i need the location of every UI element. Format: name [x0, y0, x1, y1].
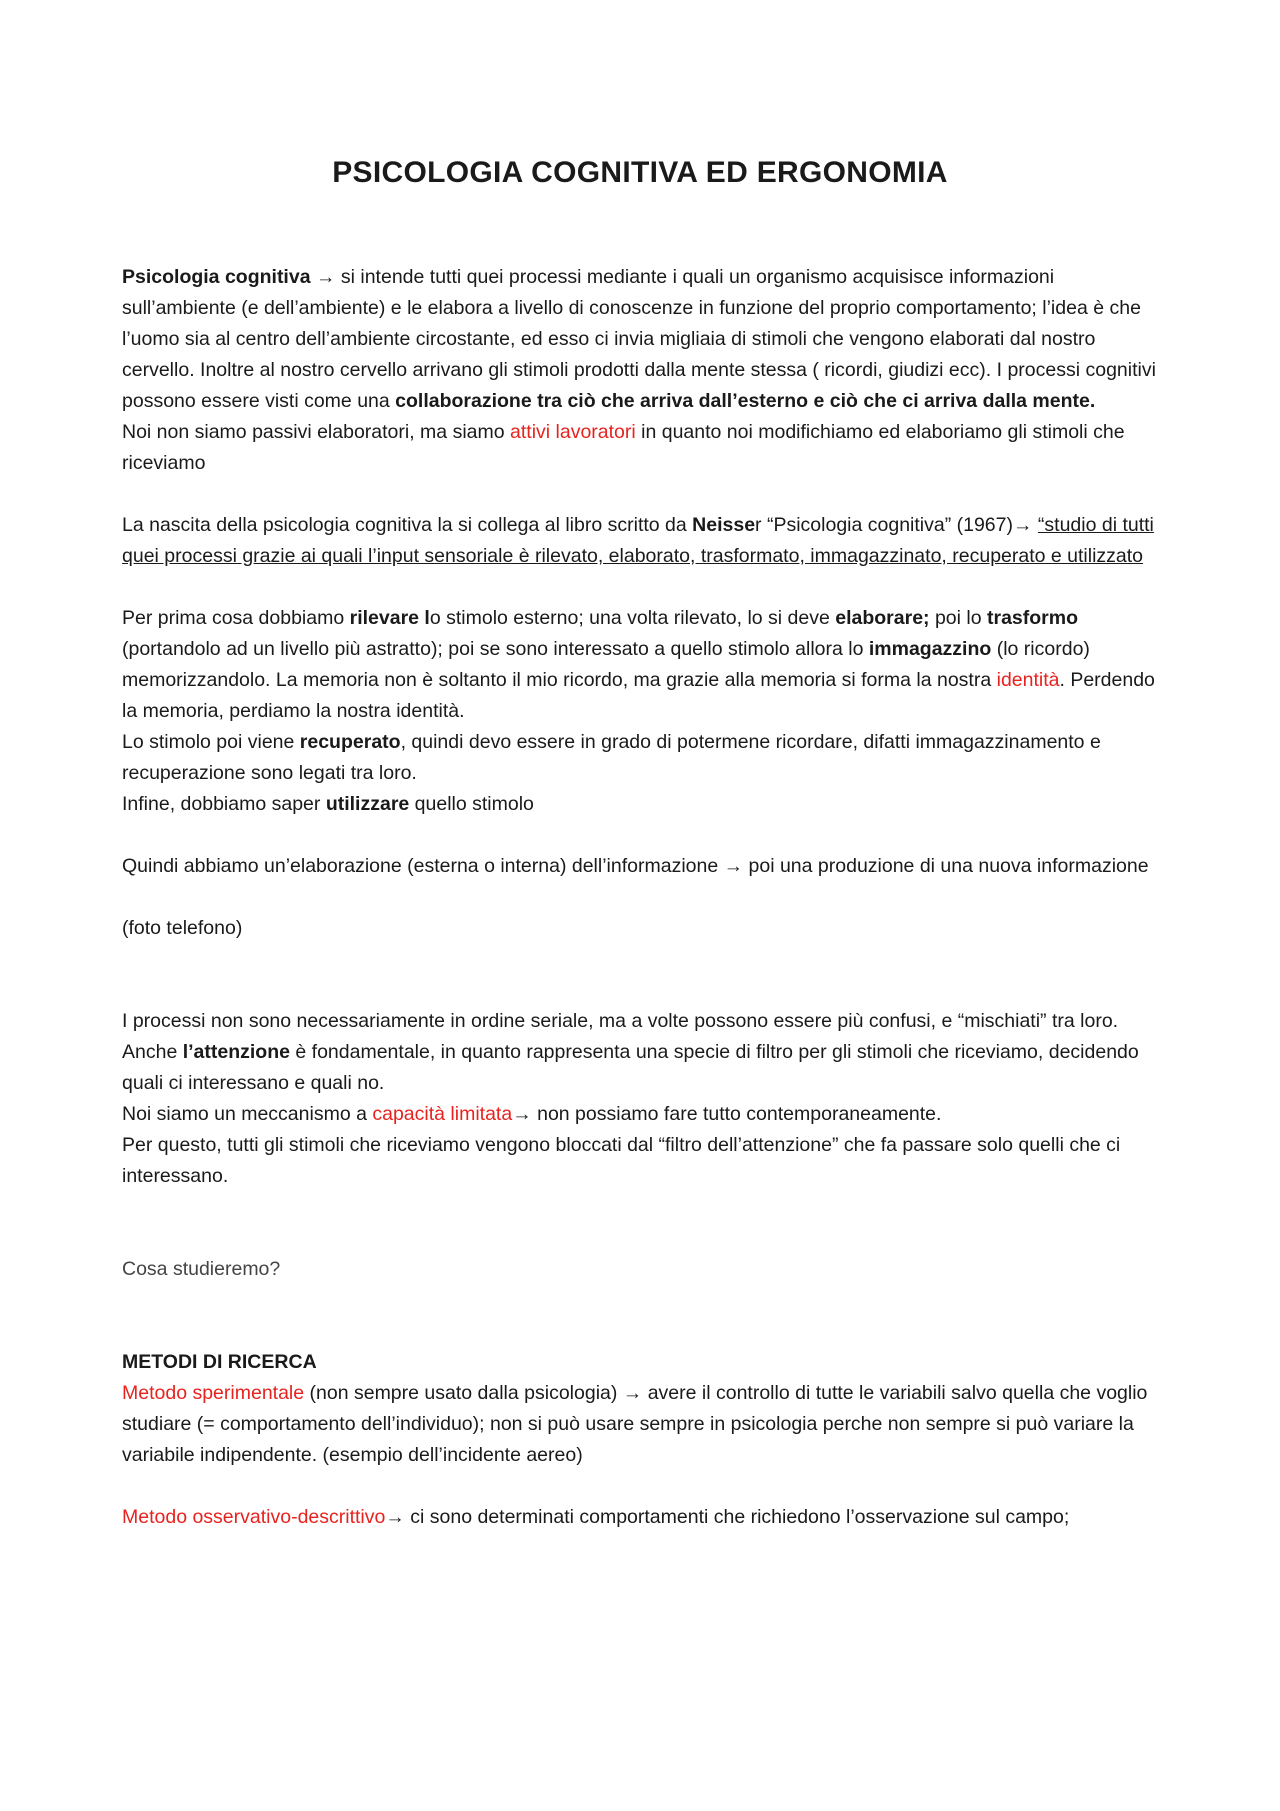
paragraph-metodo-sperimentale: Metodo sperimentale (non sempre usato dalla psicologia) → avere il controllo di tutte le variabili salvo quella che voglio studiare (= comportamento dell’individuo); non si può usare sempre in psicologia perche non sempre si può variare la variabile indipendente. (esempio dell’incidente aereo)	[122, 1382, 1148, 1466]
paragraph-capacita-limitata: Noi siamo un meccanismo a capacità limitata→ non possiamo fare tutto contemporaneamente.	[122, 1103, 942, 1125]
bold-neisser: Neisse	[692, 514, 756, 536]
paragraph-elaborazione: Quindi abbiamo un’elaborazione (esterna o interna) dell’informazione → poi una produzione di una nuova informazione	[122, 855, 1149, 877]
document-body	[122, 262, 1168, 1533]
highlight-capacita-limitata: capacità limitata	[372, 1103, 513, 1125]
paragraph-definition: Psicologia cognitiva → si intende tutti quei processi mediante i quali un organismo acquisisce informazioni sull’ambiente (e dell’ambiente) e le elabora a livello di conoscenze in funzione del proprio comportamento; l’idea è che l’uomo sia al centro dell’ambiente circostante, ed esso ci invia migliaia di stimoli che vengono elaborati dal nostro cervello. Inoltre al nostro cervello arrivano gli stimoli prodotti dalla mente stessa ( ricordi, giudizi ecc). I processi cognitivi possono essere visti come una collaborazione tra ciò che arriva dall’esterno e ciò che ci arriva dalla mente.	[122, 266, 1156, 412]
paragraph-recuperato: Lo stimolo poi viene recuperato, quindi devo essere in grado di potermene ricordare, difatti immagazzinamento e recuperazione sono legati tra loro.	[122, 731, 1101, 784]
bold-collaborazione: collaborazione tra ciò che arriva dall’esterno e ciò che ci arriva dalla mente.	[395, 390, 1096, 412]
underlined-quote: “studio di tutti quei processi grazie ai quali l’input sensoriale è rilevato, elaborato, trasformato, immagazzinato, recuperato e utilizzato	[122, 514, 1154, 567]
paragraph-neisser: La nascita della psicologia cognitiva la si collega al libro scritto da Neisser “Psicologia cognitiva” (1967)→ “studio di tutti quei processi grazie ai quali l’input sensoriale è rilevato, elaborato, trasformato, immagazzinato, recuperato e utilizzato	[122, 514, 1154, 567]
paragraph-filtro: Per questo, tutti gli stimoli che riceviamo vengono bloccati dal “filtro dell’attenzione” che fa passare solo quelli che ci interessano.	[122, 1134, 1121, 1187]
paragraph-metodo-osservativo: Metodo osservativo-descrittivo→ ci sono determinati comportamenti che richiedono l’osservazione sul campo;	[122, 1506, 1070, 1528]
page-title: PSICOLOGIA COGNITIVA ED ERGONOMIA	[332, 156, 948, 189]
section-heading-metodi: METODI DI RICERCA	[122, 1351, 317, 1373]
paragraph-cosa-studieremo: Cosa studieremo?	[122, 1258, 281, 1280]
highlight-metodo-osservativo: Metodo osservativo-descrittivo	[122, 1506, 386, 1528]
highlight-attivi-lavoratori: attivi lavoratori	[510, 421, 636, 443]
paragraph-attenzione: I processi non sono necessariamente in ordine seriale, ma a volte possono essere più confusi, e “mischiati” tra loro. Anche l’attenzione è fondamentale, in quanto rappresenta una specie di filtro per gli stimoli che riceviamo, decidendo quali ci interessano e quali no.	[122, 1010, 1139, 1094]
highlight-identita: identità	[996, 669, 1060, 691]
paragraph-utilizzare: Infine, dobbiamo saper utilizzare quello stimolo	[122, 793, 534, 815]
paragraph-attivi-lavoratori: Noi non siamo passivi elaboratori, ma siamo attivi lavoratori in quanto noi modifichiamo ed elaboriamo gli stimoli che riceviamo	[122, 421, 1125, 474]
paragraph-foto-telefono: (foto telefono)	[122, 917, 243, 939]
highlight-metodo-sperimentale: Metodo sperimentale	[122, 1382, 305, 1404]
paragraph-processi: Per prima cosa dobbiamo rilevare lo stimolo esterno; una volta rilevato, lo si deve elaborare; poi lo trasformo (portandolo ad un livello più astratto); poi se sono interessato a quello stimolo allora lo immagazzino (lo ricordo) memorizzandolo. La memoria non è soltanto il mio ricordo, ma grazie alla memoria si forma la nostra identità. Perdendo la memoria, perdiamo la nostra identità.	[122, 607, 1155, 722]
term-psicologia-cognitiva: Psicologia cognitiva	[122, 266, 311, 288]
